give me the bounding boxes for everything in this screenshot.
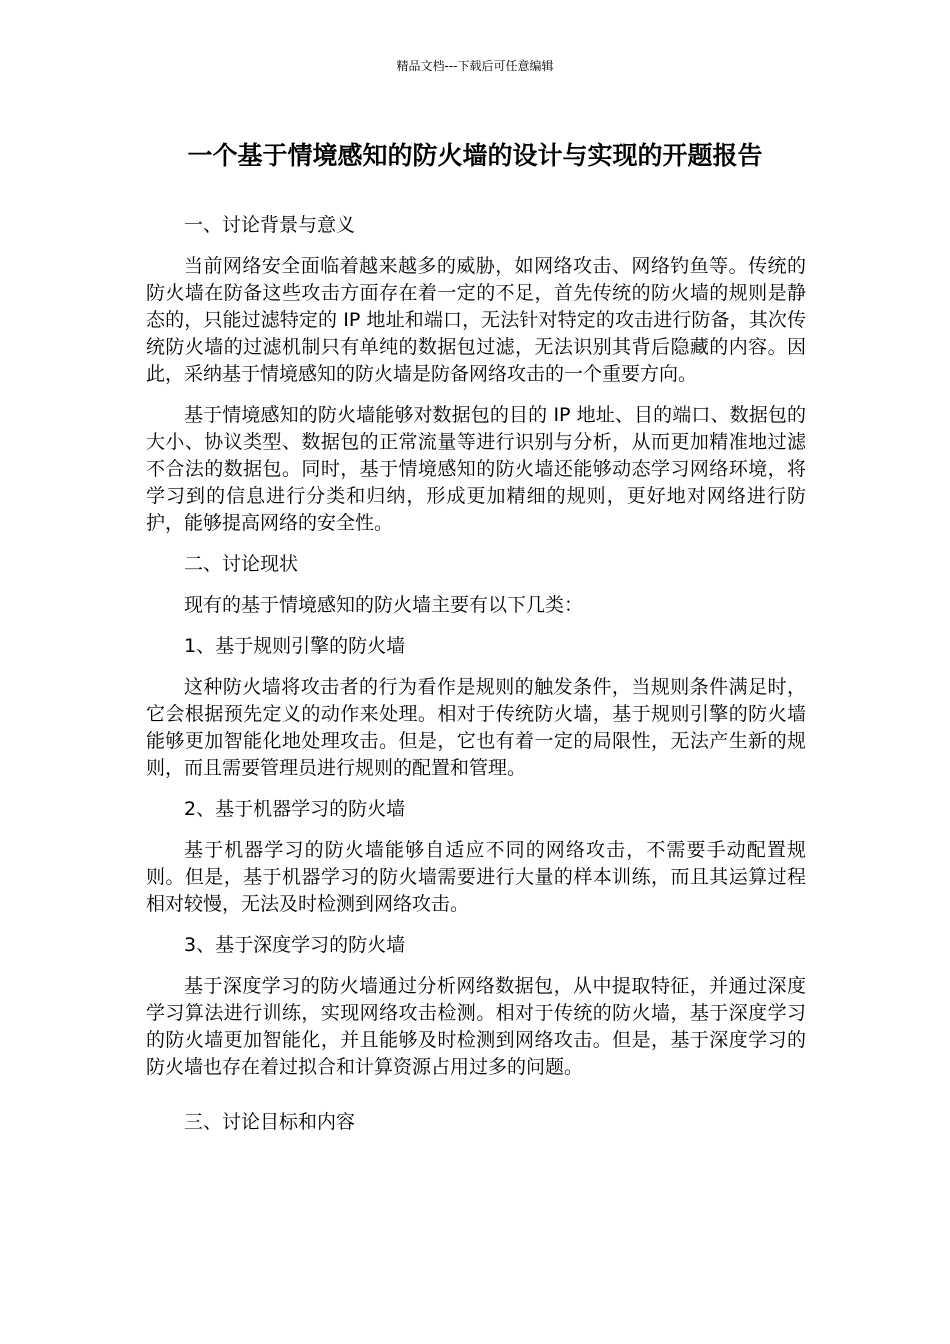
section-heading-goals: 三、讨论目标和内容 (184, 1111, 356, 1133)
document-body (146, 212, 806, 1150)
paragraph-machine-learning: 基于机器学习的防火墙能够自适应不同的网络攻击，不需要手动配置规则。但是，基于机器学习的防火墙需要进行大量的样本训练，而且其运算过程相对较慢，无法及时检测到网络攻击。 (146, 839, 806, 915)
subsection-heading-deep-learning: 3、基于深度学习的防火墙 (184, 934, 406, 956)
header-note: 精品文档---下载后可任意编辑 (396, 59, 554, 73)
paragraph-rule-engine: 这种防火墙将攻击者的行为看作是规则的触发条件，当规则条件满足时，它会根据预先定义的动作来处理。相对于传统防火墙，基于规则引擎的防火墙能够更加智能化地处理攻击。但是，它也有着一定的局限性，无法产生新的规则，而且需要管理员进行规则的配置和管理。 (146, 676, 806, 779)
subsection-heading-machine-learning: 2、基于机器学习的防火墙 (184, 798, 406, 820)
paragraph-background-1: 当前网络安全面临着越来越多的威胁，如网络攻击、网络钓鱼等。传统的防火墙在防备这些攻击方面存在着一定的不足，首先传统的防火墙的规则是静态的，只能过滤特定的 IP 地址和端口，无法针对特定的攻击进行防备，其次传统防火墙的过滤机制只有单纯的数据包过滤，无法识别其背后隐藏的内容。因此，采纳基于情境感知的防火墙是防备网络攻击的一个重要方向。 (146, 255, 806, 385)
paragraph-background-2: 基于情境感知的防火墙能够对数据包的目的 IP 地址、目的端口、数据包的大小、协议类型、数据包的正常流量等进行识别与分析，从而更加精准地过滤不合法的数据包。同时，基于情境感知的防火墙还能够动态学习网络环境，将学习到的信息进行分类和归纳，形成更加精细的规则，更好地对网络进行防护，能够提高网络的安全性。 (146, 404, 806, 534)
paragraph-deep-learning: 基于深度学习的防火墙通过分析网络数据包，从中提取特征，并通过深度学习算法进行训练，实现网络攻击检测。相对于传统的防火墙，基于深度学习的防火墙更加智能化，并且能够及时检测到网络攻击。但是，基于深度学习的防火墙也存在着过拟合和计算资源占用过多的问题。 (146, 975, 806, 1078)
paragraph-status-intro: 现有的基于情境感知的防火墙主要有以下几类： (184, 594, 584, 616)
subsection-heading-rule-engine: 1、基于规则引擎的防火墙 (184, 635, 406, 657)
section-heading-status: 二、讨论现状 (184, 553, 299, 575)
section-heading-background: 一、讨论背景与意义 (184, 214, 356, 236)
document-title: 一个基于情境感知的防火墙的设计与实现的开题报告 (187, 141, 763, 170)
